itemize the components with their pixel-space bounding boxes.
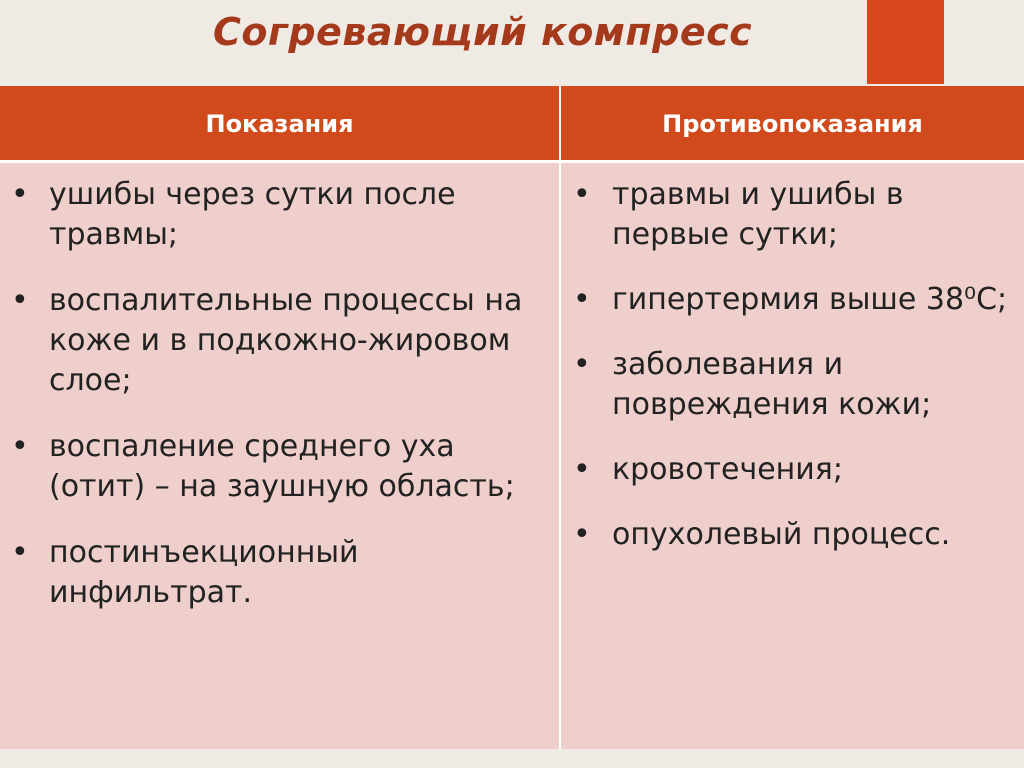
list-item <box>573 345 1024 425</box>
comparison-table <box>0 86 1024 749</box>
bullet-icon: • <box>573 282 591 317</box>
bullet-icon: • <box>573 452 591 487</box>
contraindication-text: гипертермия выше 38⁰С; <box>612 282 1008 317</box>
list-item <box>11 175 559 255</box>
indications-list <box>0 163 559 613</box>
indication-text: воспаление среднего уха (отит) – на заушную область; <box>49 429 515 504</box>
bullet-icon: • <box>11 429 29 464</box>
bottom-strip <box>0 749 1024 768</box>
list-item <box>573 175 1024 255</box>
indication-text: ушибы через сутки после травмы; <box>49 177 456 252</box>
bullet-icon: • <box>573 347 591 382</box>
list-item <box>11 533 559 613</box>
list-item <box>11 281 559 401</box>
list-item <box>573 515 1024 555</box>
contraindication-text: заболевания и повреждения кожи; <box>612 347 932 422</box>
contraindication-text: опухолевый процесс. <box>612 517 951 552</box>
bullet-icon: • <box>11 283 29 318</box>
slide-title: Согревающий компресс <box>213 10 753 54</box>
bullet-icon: • <box>573 517 591 552</box>
accent-block <box>867 0 944 84</box>
contraindication-text: травмы и ушибы в первые сутки; <box>612 177 904 252</box>
indications-cell <box>0 163 561 749</box>
bullet-icon: • <box>573 177 591 212</box>
list-item <box>11 427 559 507</box>
contraindications-list <box>561 163 1024 555</box>
list-item <box>573 280 1024 320</box>
list-item <box>573 450 1024 490</box>
header-contraindications: Противопоказания <box>561 86 1024 163</box>
bullet-icon: • <box>11 177 29 212</box>
header-indications: Показания <box>0 86 561 163</box>
bullet-icon: • <box>11 535 29 570</box>
contraindication-text: кровотечения; <box>612 452 843 487</box>
indication-text: постинъекционный инфильтрат. <box>49 535 359 610</box>
contraindications-cell <box>561 163 1024 749</box>
indication-text: воспалительные процессы на коже и в подкожно-жировом слое; <box>49 283 523 398</box>
